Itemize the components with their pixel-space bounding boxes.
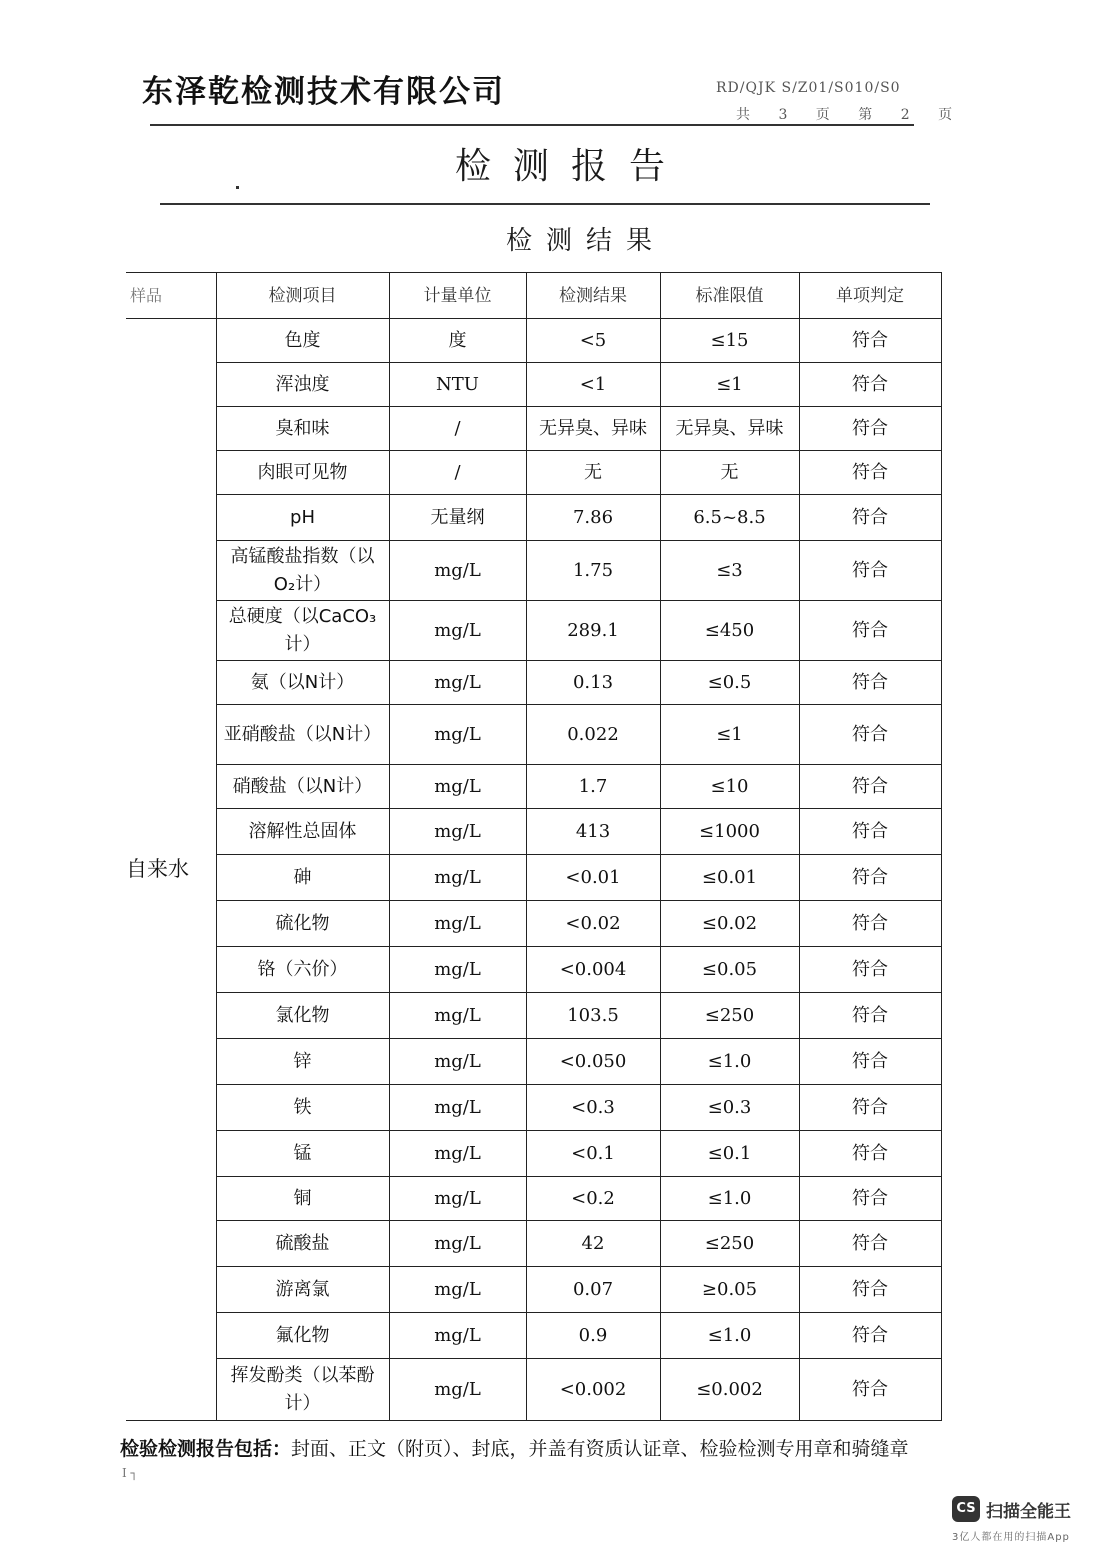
cell-unit: 度 — [389, 319, 526, 363]
cell-item: 铬（六价） — [216, 947, 389, 993]
cell-result: 1.7 — [526, 765, 660, 809]
header-limit: 标准限值 — [660, 273, 799, 319]
table-row — [126, 1085, 941, 1131]
scanner-watermark — [952, 1496, 1080, 1546]
table-row — [126, 451, 941, 495]
cell-item: 色度 — [216, 319, 389, 363]
table-row — [126, 993, 941, 1039]
table-row — [126, 947, 941, 993]
table-row — [126, 809, 941, 855]
company-name: 东泽乾检测技术有限公司 — [142, 74, 505, 110]
cell-verdict: 符合 — [799, 601, 941, 661]
cell-result: <0.004 — [526, 947, 660, 993]
cell-verdict: 符合 — [799, 1359, 941, 1421]
cell-item: 锰 — [216, 1131, 389, 1177]
section-title: 检测结果 — [505, 226, 666, 256]
cell-unit: mg/L — [389, 541, 526, 601]
cell-limit: ≤0.5 — [660, 661, 799, 705]
cell-unit: mg/L — [389, 1085, 526, 1131]
table-row — [126, 705, 941, 765]
cell-item: 硫化物 — [216, 901, 389, 947]
table-row — [126, 661, 941, 705]
cell-unit: mg/L — [389, 947, 526, 993]
camscanner-logo-icon: CS — [952, 1496, 980, 1522]
cell-unit: NTU — [389, 363, 526, 407]
scanner-tagline: 3亿人都在用的扫描App — [952, 1532, 1070, 1543]
cell-result: 0.9 — [526, 1313, 660, 1359]
cell-result: 7.86 — [526, 495, 660, 541]
cell-verdict: 符合 — [799, 765, 941, 809]
cell-item: 锌 — [216, 1039, 389, 1085]
cell-result: <0.2 — [526, 1177, 660, 1221]
cell-result: <0.1 — [526, 1131, 660, 1177]
cell-item: 溶解性总固体 — [216, 809, 389, 855]
table-row — [126, 1359, 941, 1421]
table-row — [126, 601, 941, 661]
cell-unit: mg/L — [389, 765, 526, 809]
cell-item: 铜 — [216, 1177, 389, 1221]
scan-artifact: Ι ┐ — [122, 1466, 138, 1480]
cell-item: 砷 — [216, 855, 389, 901]
cell-result: 0.022 — [526, 705, 660, 765]
cell-limit: ≤3 — [660, 541, 799, 601]
cell-limit: 无 — [660, 451, 799, 495]
cell-limit: ≤1.0 — [660, 1177, 799, 1221]
cell-item: 高锰酸盐指数（以O₂计） — [216, 541, 389, 601]
cell-result: 413 — [526, 809, 660, 855]
table-row — [126, 765, 941, 809]
cell-verdict: 符合 — [799, 1131, 941, 1177]
results-table — [126, 272, 942, 1421]
cell-result: <0.02 — [526, 901, 660, 947]
cell-limit: ≤450 — [660, 601, 799, 661]
cell-unit: mg/L — [389, 1267, 526, 1313]
cell-limit: ≤1.0 — [660, 1039, 799, 1085]
sample-name-cell — [126, 319, 216, 1421]
cell-verdict: 符合 — [799, 451, 941, 495]
cell-verdict: 符合 — [799, 363, 941, 407]
cell-result: 无 — [526, 451, 660, 495]
cell-verdict: 符合 — [799, 1085, 941, 1131]
footer-note — [120, 1434, 909, 1461]
page-number: 共 3 页 第 2 页 — [736, 107, 965, 123]
cell-verdict: 符合 — [799, 1039, 941, 1085]
cell-unit: 无量纲 — [389, 495, 526, 541]
cell-unit: mg/L — [389, 901, 526, 947]
cell-item: 氨（以N计） — [216, 661, 389, 705]
cell-limit: ≤250 — [660, 1221, 799, 1267]
cell-unit: mg/L — [389, 1131, 526, 1177]
cell-item: 肉眼可见物 — [216, 451, 389, 495]
cell-limit: ≤10 — [660, 765, 799, 809]
header-item: 检测项目 — [216, 273, 389, 319]
table-row — [126, 901, 941, 947]
sample-name: 自来水 — [126, 856, 189, 881]
cell-verdict: 符合 — [799, 993, 941, 1039]
cell-unit: / — [389, 407, 526, 451]
cell-verdict: 符合 — [799, 901, 941, 947]
cell-unit: mg/L — [389, 1177, 526, 1221]
cell-verdict: 符合 — [799, 1177, 941, 1221]
cell-verdict: 符合 — [799, 1221, 941, 1267]
scanner-app-name: 扫描全能王 — [986, 1502, 1071, 1522]
header-category: 样品 — [126, 273, 216, 319]
cell-limit: ≤0.05 — [660, 947, 799, 993]
cell-limit: ≤0.02 — [660, 901, 799, 947]
cell-result: <0.3 — [526, 1085, 660, 1131]
cell-unit: mg/L — [389, 1313, 526, 1359]
cell-result: 1.75 — [526, 541, 660, 601]
cell-limit: ≥0.05 — [660, 1267, 799, 1313]
cell-item: 氯化物 — [216, 993, 389, 1039]
cell-unit: / — [389, 451, 526, 495]
table-row — [126, 1313, 941, 1359]
cell-item: 挥发酚类（以苯酚计） — [216, 1359, 389, 1421]
cell-verdict: 符合 — [799, 705, 941, 765]
table-row — [126, 407, 941, 451]
table-row — [126, 855, 941, 901]
cell-item: 氟化物 — [216, 1313, 389, 1359]
cell-verdict: 符合 — [799, 541, 941, 601]
cell-limit: ≤250 — [660, 993, 799, 1039]
cell-unit: mg/L — [389, 1359, 526, 1421]
scan-dot — [236, 186, 239, 189]
cell-item: 总硬度（以CaCO₃计） — [216, 601, 389, 661]
footer-note-prefix: 检验检测报告包括： — [120, 1438, 292, 1460]
cell-result: 0.13 — [526, 661, 660, 705]
cell-item: 臭和味 — [216, 407, 389, 451]
cell-verdict: 符合 — [799, 1267, 941, 1313]
cell-unit: mg/L — [389, 993, 526, 1039]
cell-unit: mg/L — [389, 601, 526, 661]
header-unit: 计量单位 — [389, 273, 526, 319]
cell-verdict: 符合 — [799, 1313, 941, 1359]
header-result: 检测结果 — [526, 273, 660, 319]
header-verdict: 单项判定 — [799, 273, 941, 319]
cell-item: pH — [216, 495, 389, 541]
cell-result: 42 — [526, 1221, 660, 1267]
footer-note-body: 封面、正文（附页）、封底，并盖有资质认证章、检验检测专用章和骑缝章 — [291, 1438, 909, 1460]
cell-result: <5 — [526, 319, 660, 363]
cell-unit: mg/L — [389, 809, 526, 855]
cell-result: <0.002 — [526, 1359, 660, 1421]
cell-result: 103.5 — [526, 993, 660, 1039]
header-rule — [150, 124, 914, 126]
cell-verdict: 符合 — [799, 407, 941, 451]
table-row — [126, 1177, 941, 1221]
cell-verdict: 符合 — [799, 855, 941, 901]
cell-limit: ≤0.002 — [660, 1359, 799, 1421]
cell-item: 硝酸盐（以N计） — [216, 765, 389, 809]
cell-unit: mg/L — [389, 705, 526, 765]
table-row — [126, 1221, 941, 1267]
table-row — [126, 1131, 941, 1177]
cell-verdict: 符合 — [799, 319, 941, 363]
cell-limit: ≤15 — [660, 319, 799, 363]
cell-verdict: 符合 — [799, 947, 941, 993]
cell-limit: 无异臭、异味 — [660, 407, 799, 451]
table-row — [126, 495, 941, 541]
cell-limit: ≤1.0 — [660, 1313, 799, 1359]
report-number: RD/QJK S/Z01/S010/S0 — [716, 80, 901, 96]
table-header-row — [126, 273, 941, 319]
cell-unit: mg/L — [389, 1039, 526, 1085]
cell-limit: ≤0.3 — [660, 1085, 799, 1131]
cell-result: <0.050 — [526, 1039, 660, 1085]
cell-item: 硫酸盐 — [216, 1221, 389, 1267]
cell-limit: 6.5~8.5 — [660, 495, 799, 541]
cell-limit: ≤1 — [660, 705, 799, 765]
cell-item: 铁 — [216, 1085, 389, 1131]
cell-unit: mg/L — [389, 661, 526, 705]
cell-limit: ≤0.1 — [660, 1131, 799, 1177]
cell-item: 亚硝酸盐（以N计） — [216, 705, 389, 765]
document-title: 检测报告 — [454, 146, 687, 187]
cell-result: <1 — [526, 363, 660, 407]
table-row — [126, 541, 941, 601]
table-row — [126, 1267, 941, 1313]
cell-limit: ≤1 — [660, 363, 799, 407]
cell-verdict: 符合 — [799, 809, 941, 855]
cell-verdict: 符合 — [799, 661, 941, 705]
cell-limit: ≤1000 — [660, 809, 799, 855]
table-row — [126, 319, 941, 363]
title-rule — [160, 203, 930, 205]
cell-unit: mg/L — [389, 855, 526, 901]
cell-item: 浑浊度 — [216, 363, 389, 407]
cell-limit: ≤0.01 — [660, 855, 799, 901]
table-row — [126, 1039, 941, 1085]
cell-result: 0.07 — [526, 1267, 660, 1313]
cell-result: <0.01 — [526, 855, 660, 901]
cell-unit: mg/L — [389, 1221, 526, 1267]
table-row — [126, 363, 941, 407]
cell-item: 游离氯 — [216, 1267, 389, 1313]
cell-verdict: 符合 — [799, 495, 941, 541]
cell-result: 289.1 — [526, 601, 660, 661]
cell-result: 无异臭、异味 — [526, 407, 660, 451]
